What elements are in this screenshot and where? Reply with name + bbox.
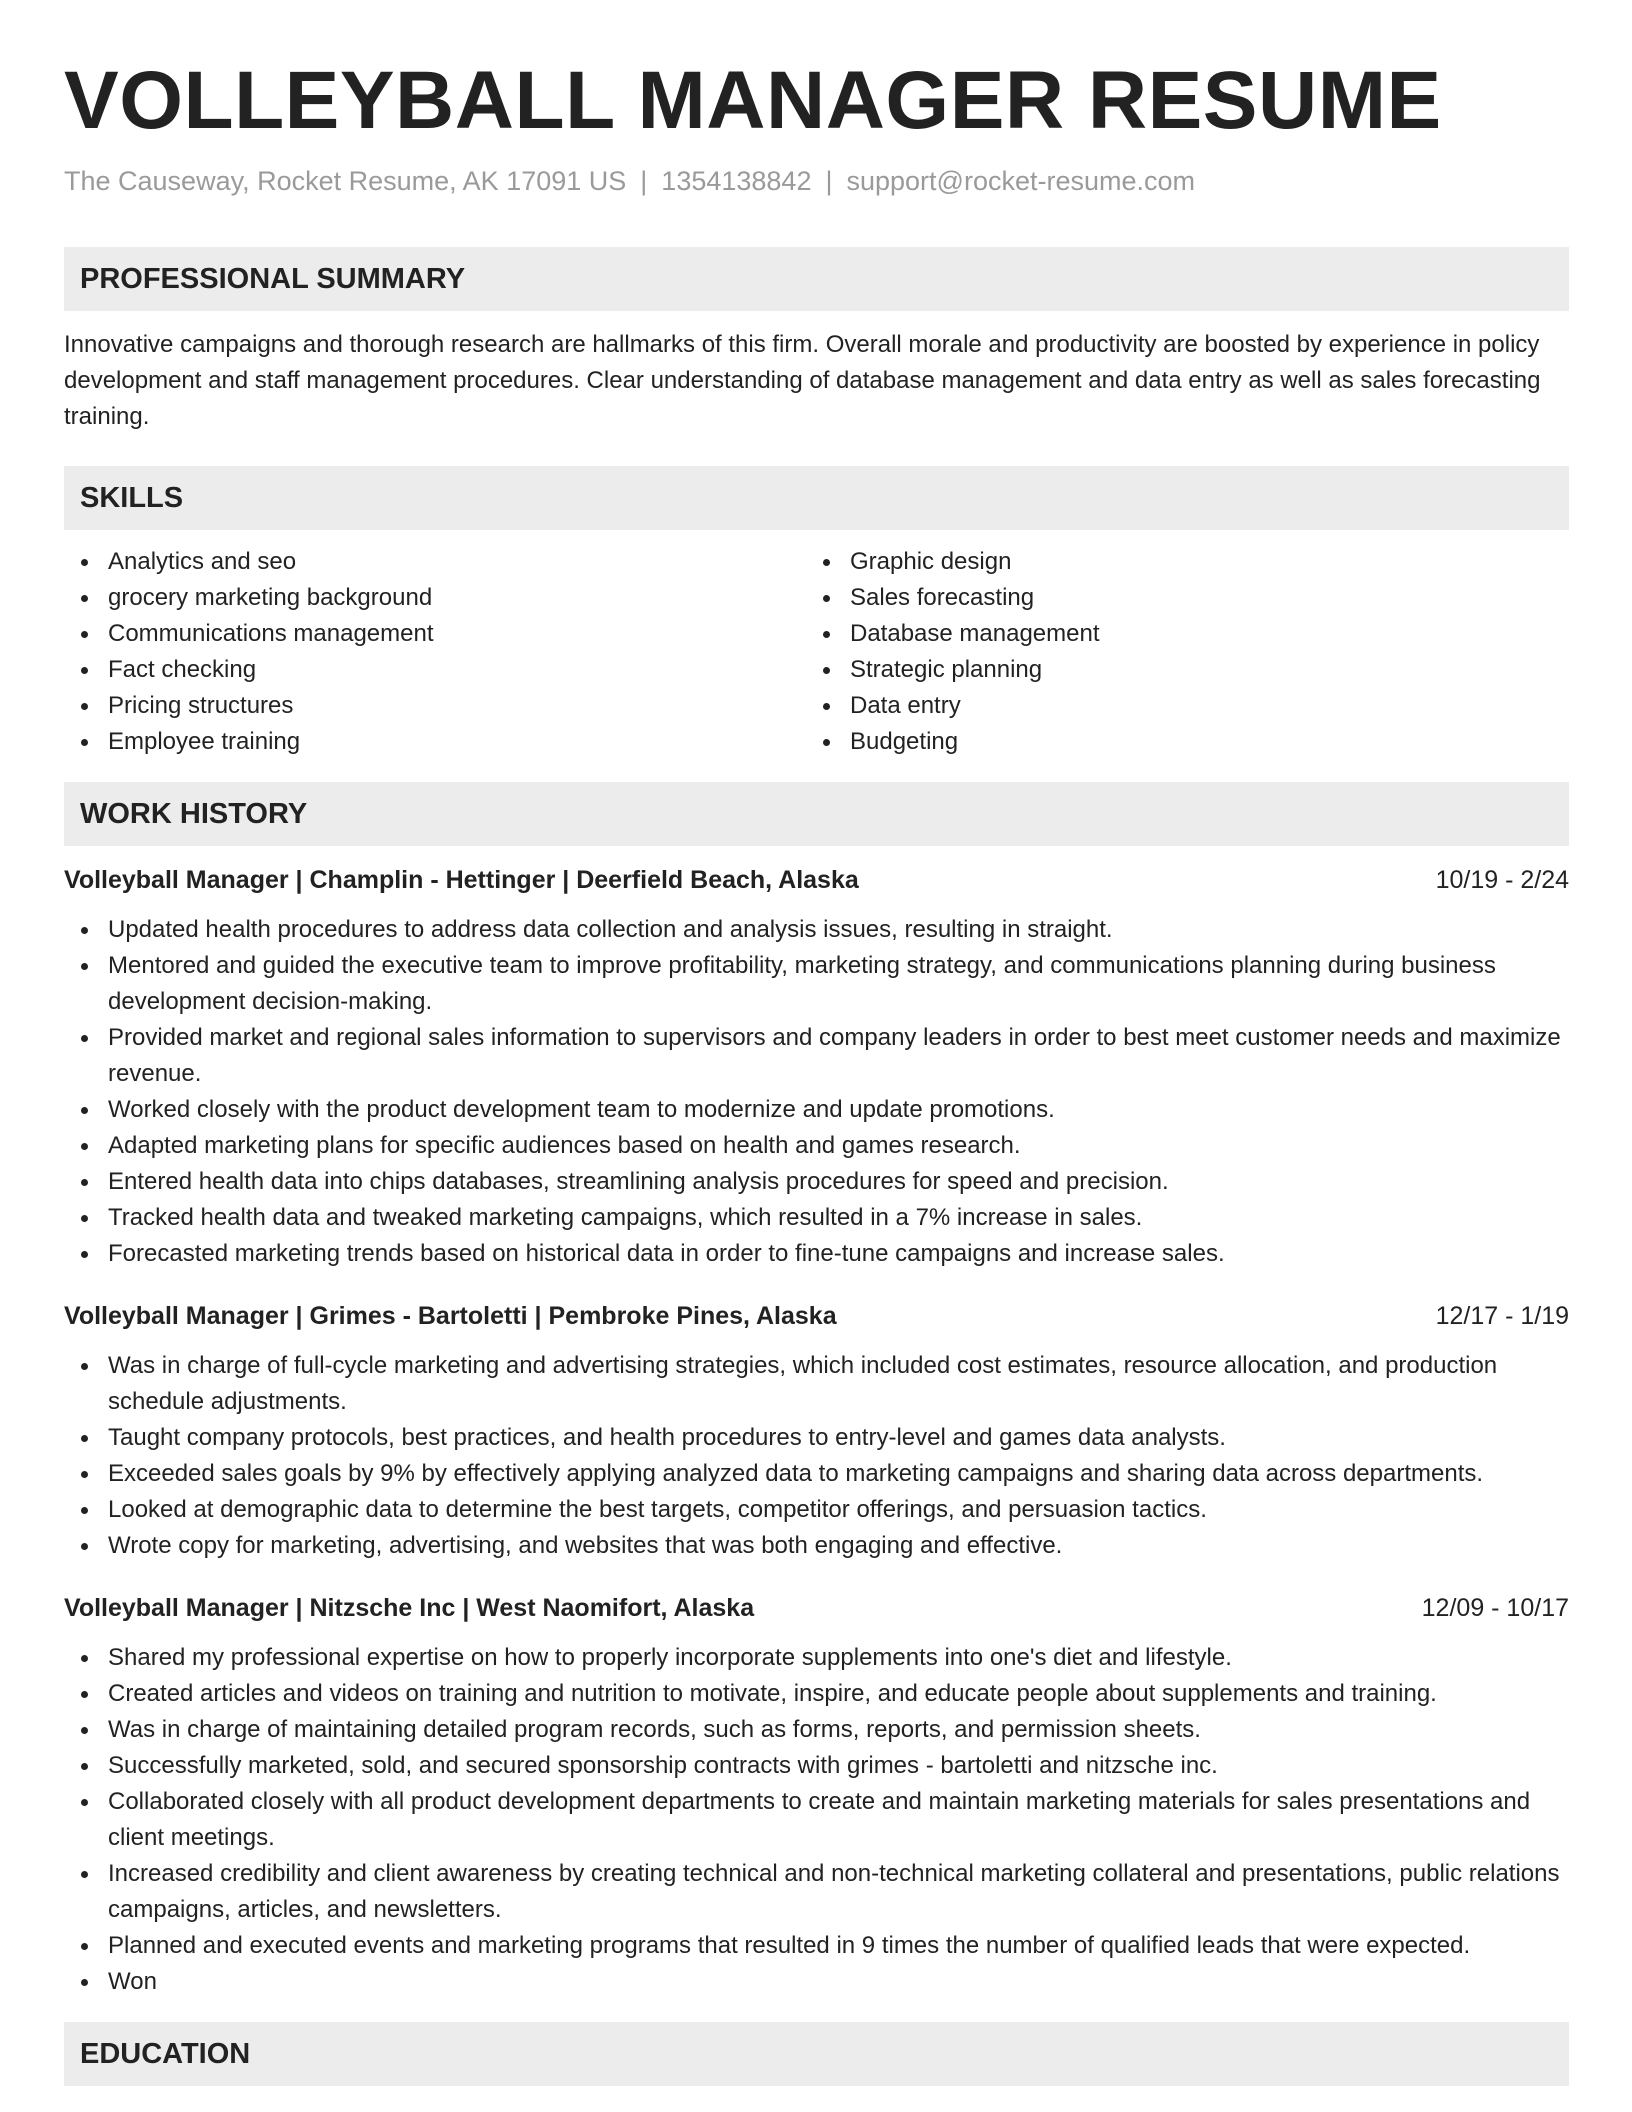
contact-line [64,164,1569,198]
skill-item: Employee training [64,724,806,760]
job-title: Volleyball Manager | Nitzsche Inc | West Naomifort, Alaska [64,1594,755,1622]
section-heading-education: EDUCATION [64,2022,1569,2086]
skill-item: Sales forecasting [806,580,1548,616]
job-bullets [64,912,1569,1272]
skill-item: Strategic planning [806,652,1548,688]
job-bullet: Mentored and guided the executive team to improve profitability, marketing strategy, and communications planning during business development decision-making. [64,948,1569,1020]
skills-grid [64,544,1569,760]
job-bullets [64,1640,1569,2000]
skill-item: Data entry [806,688,1548,724]
job-title: Volleyball Manager | Champlin - Hettinger | Deerfield Beach, Alaska [64,866,859,894]
skills-column-left [64,544,806,760]
job-bullet: Shared my professional expertise on how to properly incorporate supplements into one's diet and lifestyle. [64,1640,1569,1676]
job-bullet: Updated health procedures to address data collection and analysis issues, resulting in straight. [64,912,1569,948]
job-entry [64,1590,1569,2000]
job-bullet: Was in charge of full-cycle marketing and advertising strategies, which included cost estimates, resource allocation, and production schedule adjustments. [64,1348,1569,1420]
job-bullet: Planned and executed events and marketing programs that resulted in 9 times the number of qualified leads that were expected. [64,1928,1569,1964]
job-bullet: Adapted marketing plans for specific audiences based on health and games research. [64,1128,1569,1164]
job-title: Volleyball Manager | Grimes - Bartoletti | Pembroke Pines, Alaska [64,1302,837,1330]
job-bullet: Worked closely with the product development team to modernize and update promotions. [64,1092,1569,1128]
job-dates: 10/19 - 2/24 [1435,866,1569,894]
job-bullet: Was in charge of maintaining detailed program records, such as forms, reports, and permission sheets. [64,1712,1569,1748]
job-bullet: Wrote copy for marketing, advertising, and websites that was both engaging and effective. [64,1528,1569,1564]
job-entry [64,862,1569,1272]
skill-item: Pricing structures [64,688,806,724]
job-bullet: Won [64,1964,1569,2000]
section-heading-summary: PROFESSIONAL SUMMARY [64,247,1569,311]
contact-email: support@rocket-resume.com [846,166,1196,196]
job-header [64,862,1569,898]
job-bullet: Created articles and videos on training and nutrition to motivate, inspire, and educate people about supplements and training. [64,1676,1569,1712]
job-bullet: Successfully marketed, sold, and secured sponsorship contracts with grimes - bartoletti and nitzsche inc. [64,1748,1569,1784]
job-bullet: Provided market and regional sales information to supervisors and company leaders in order to best meet customer needs and maximize revenue. [64,1020,1569,1092]
job-header [64,1590,1569,1626]
job-bullet: Collaborated closely with all product development departments to create and maintain marketing materials for sales presentations and client meetings. [64,1784,1569,1856]
skill-item: Fact checking [64,652,806,688]
skills-column-right [806,544,1548,760]
skill-item: Communications management [64,616,806,652]
job-bullet: Entered health data into chips databases, streamlining analysis procedures for speed and precision. [64,1164,1569,1200]
job-dates: 12/17 - 1/19 [1435,1302,1569,1330]
resume-content [64,0,1569,2086]
job-bullet: Exceeded sales goals by 9% by effectively applying analyzed data to marketing campaigns and sharing data across departments. [64,1456,1569,1492]
job-bullet: Taught company protocols, best practices, and health procedures to entry-level and games data analysts. [64,1420,1569,1456]
job-bullet: Increased credibility and client awareness by creating technical and non-technical marketing collateral and presentations, public relations campaigns, articles, and newsletters. [64,1856,1569,1928]
skill-item: Budgeting [806,724,1548,760]
summary-text: Innovative campaigns and thorough research are hallmarks of this firm. Overall morale and productivity are boosted by experience in policy development and staff management procedures. Clear understanding of database management and data entry as well as sales forecasting training. [64,331,1541,430]
contact-address: The Causeway, Rocket Resume, AK 17091 US [64,166,627,196]
job-dates: 12/09 - 10/17 [1421,1594,1569,1622]
job-entry [64,1298,1569,1564]
skill-item: Database management [806,616,1548,652]
contact-separator: | [640,166,648,196]
job-bullet: Looked at demographic data to determine the best targets, competitor offerings, and persuasion tactics. [64,1492,1569,1528]
job-bullets [64,1348,1569,1564]
skill-item: grocery marketing background [64,580,806,616]
skill-item: Analytics and seo [64,544,806,580]
job-bullet: Tracked health data and tweaked marketing campaigns, which resulted in a 7% increase in sales. [64,1200,1569,1236]
section-heading-skills: SKILLS [64,466,1569,530]
section-heading-work-history: WORK HISTORY [64,782,1569,846]
contact-separator: | [825,166,833,196]
skill-item: Graphic design [806,544,1548,580]
resume-title: VOLLEYBALL MANAGER RESUME [64,55,1442,146]
job-bullet: Forecasted marketing trends based on historical data in order to fine-tune campaigns and increase sales. [64,1236,1569,1272]
job-header [64,1298,1569,1334]
contact-phone: 1354138842 [661,166,812,196]
